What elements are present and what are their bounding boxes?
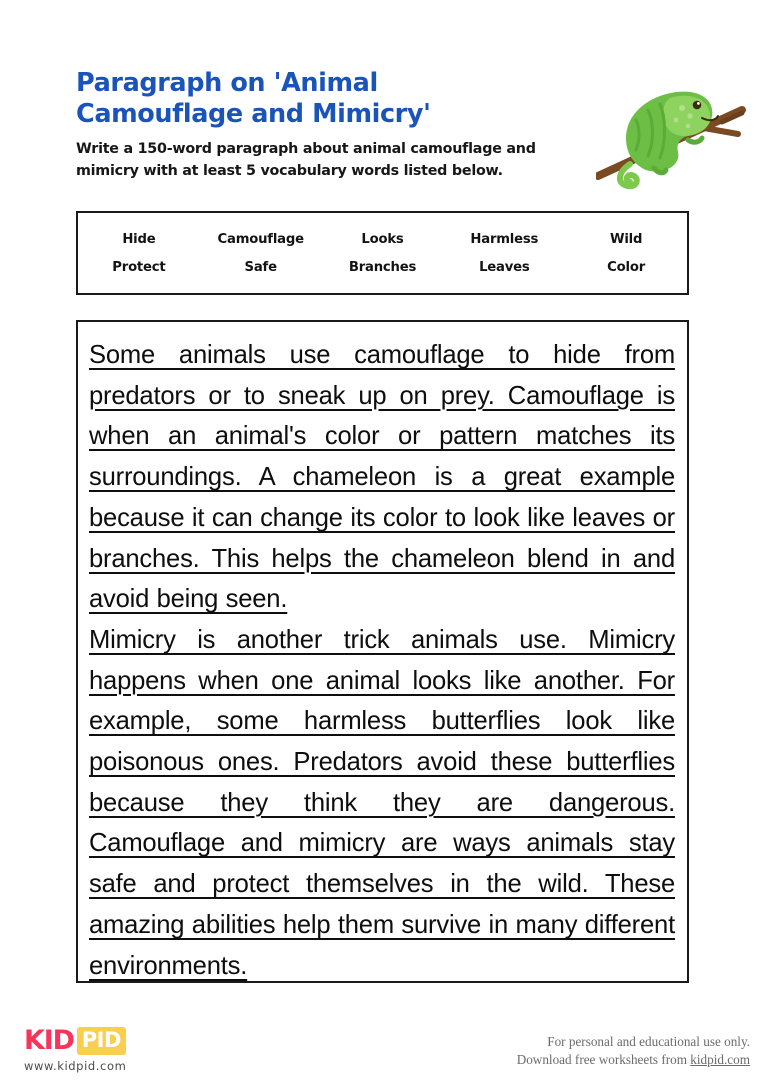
logo-website-url: www.kidpid.com	[24, 1059, 127, 1073]
logo-badge-pid: PID	[77, 1027, 126, 1055]
response-paragraph-text: Mimicry is another trick animals use. Mimicry happens when one animal looks like another. For example, some harmless butterflies look like poisonous ones. Predators avoid these butterflies because they think they are dangerous. Camouflage and mimicry are ways animals stay safe and protect themselves in the wild. These amazing abilities help them survive in many different environments.	[89, 625, 675, 980]
vocabulary-row	[78, 232, 687, 247]
vocabulary-word: Safe	[244, 259, 277, 275]
vocabulary-word: Harmless	[470, 231, 539, 247]
attribution-prefix: Download free worksheets from	[516, 1052, 691, 1067]
vocabulary-word-bank	[76, 211, 689, 295]
logo-text-kid: KID	[24, 1025, 74, 1056]
worksheet-header	[76, 68, 691, 182]
page-title: Paragraph on 'Animal Camouflage and Mimicry'	[76, 68, 431, 129]
response-paragraph	[89, 620, 675, 983]
attribution-line-1: For personal and educational use only.	[547, 1034, 750, 1049]
kidpid-link[interactable]: kidpid.com	[690, 1052, 750, 1067]
vocabulary-word: Leaves	[479, 259, 530, 275]
vocabulary-word: Color	[607, 259, 645, 275]
paragraph-response-box[interactable]	[76, 320, 689, 983]
vocabulary-word: Camouflage	[217, 231, 304, 247]
response-paragraph	[89, 335, 675, 620]
logo-mark	[24, 1026, 126, 1056]
page-footer	[0, 1016, 768, 1086]
vocabulary-word: Protect	[112, 259, 166, 275]
vocabulary-word: Hide	[122, 231, 156, 247]
kidpid-logo[interactable]	[24, 1026, 126, 1073]
vocabulary-word: Branches	[348, 259, 417, 275]
instructions-text: Write a 150-word paragraph about animal camouflage and mimicry with at least 5 vocabulary words listed below.	[76, 141, 536, 179]
response-paragraph-text: Some animals use camouflage to hide from predators or to sneak up on prey. Camouflage is when an animal's color or pattern matches its surroundings. A chameleon is a great example because it can change its color to look like leaves or branches. This helps the chameleon blend in and avoid being seen.	[89, 341, 675, 614]
attribution-line-2	[517, 1051, 750, 1069]
vocabulary-row	[78, 260, 687, 275]
attribution-text	[517, 1033, 750, 1069]
vocabulary-word: Looks	[361, 231, 404, 247]
vocabulary-word: Wild	[609, 231, 643, 247]
